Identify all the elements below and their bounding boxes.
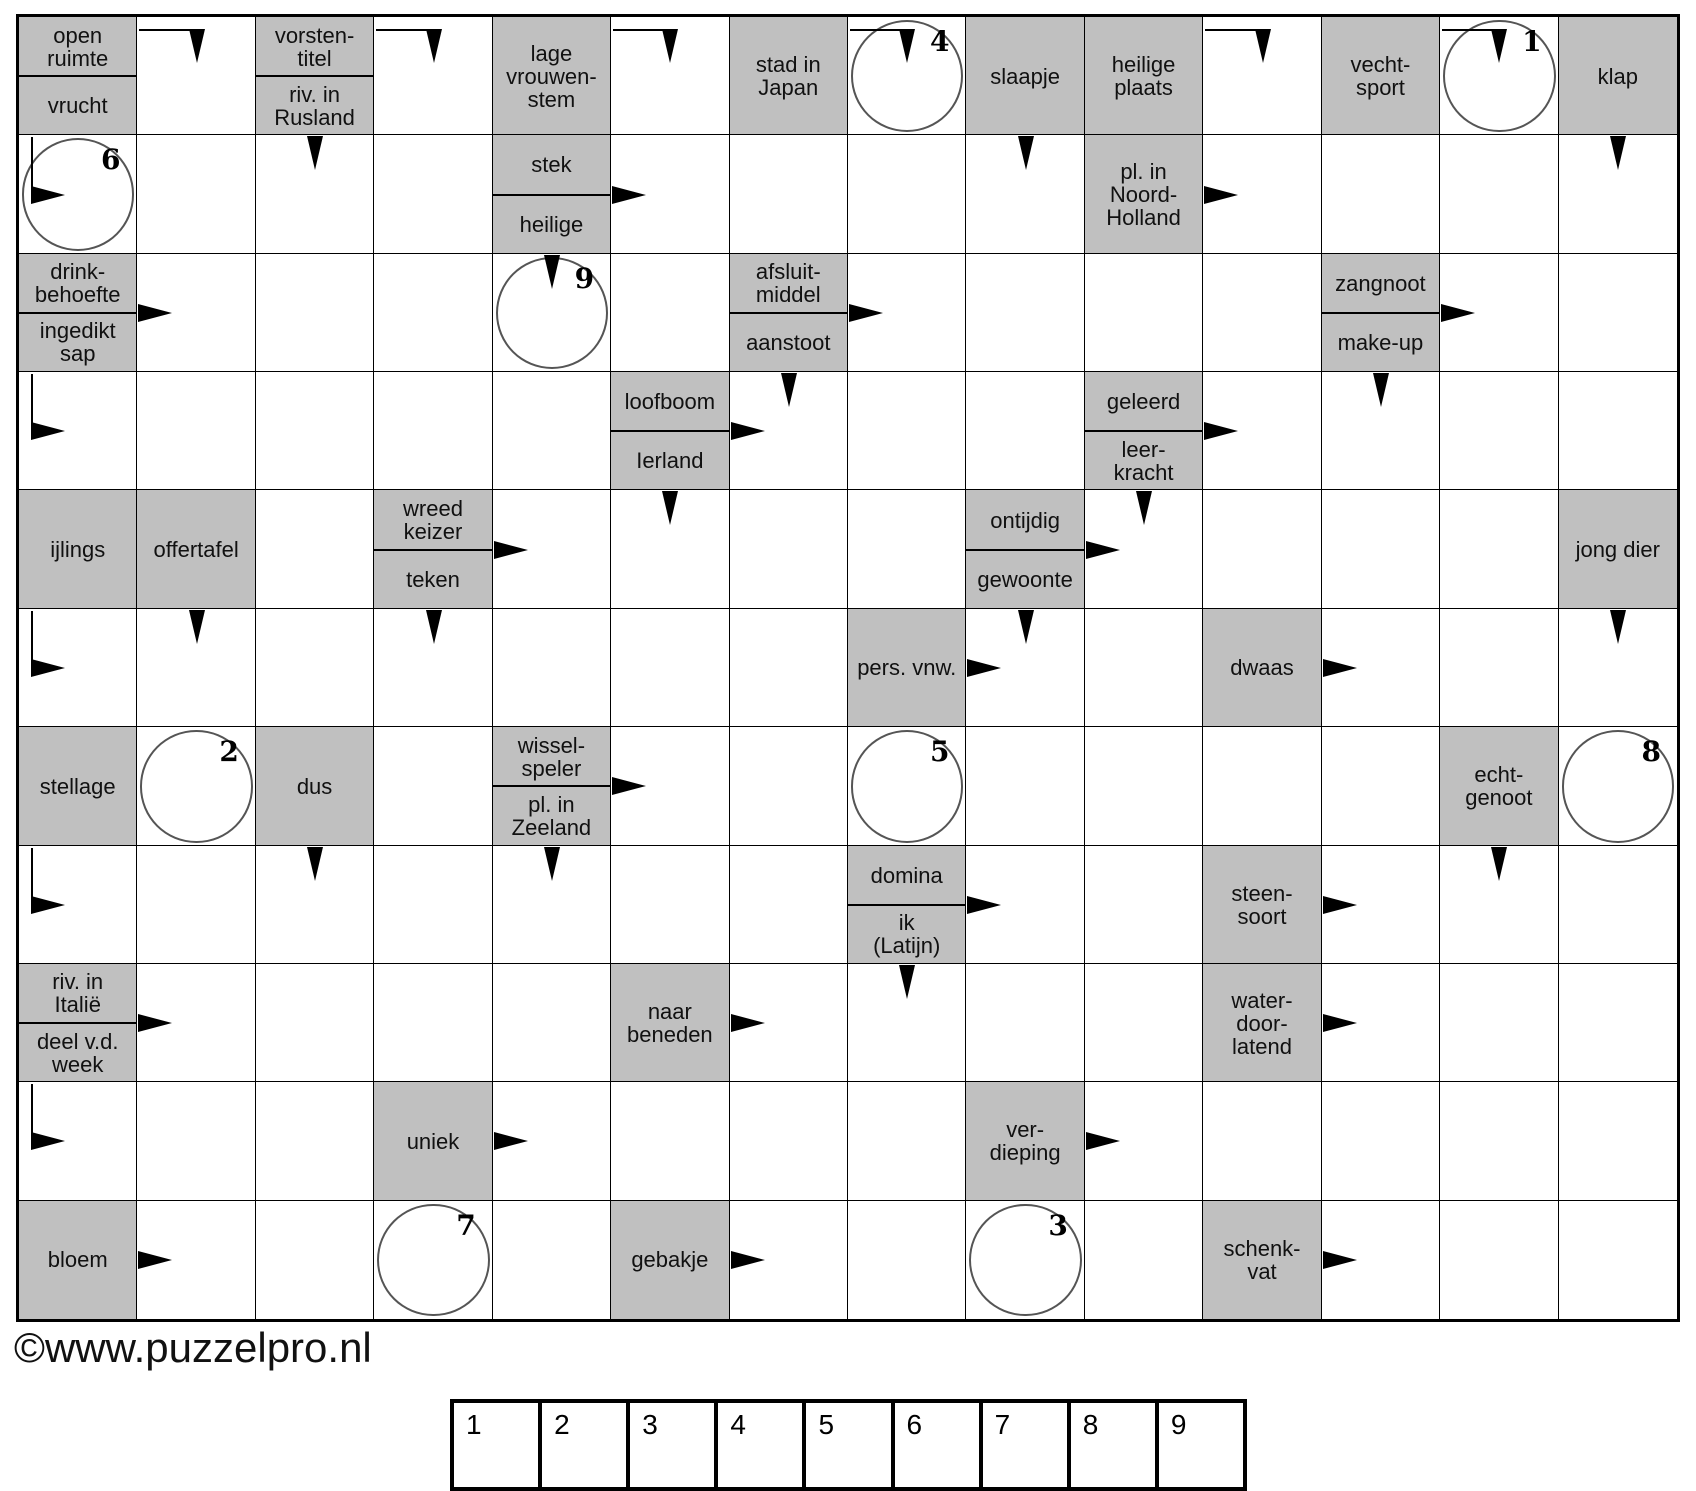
answer-cell[interactable] [1085, 1201, 1203, 1319]
answer-cell[interactable] [1559, 372, 1677, 490]
answer-cell[interactable] [848, 1082, 966, 1200]
clue-cell [1085, 372, 1203, 490]
clue-text: afsluit- middel [755, 259, 821, 308]
clue-text: dus [296, 773, 333, 799]
arrow-down-icon [662, 491, 678, 525]
clue-text: offertafel [153, 537, 239, 563]
answer-cell[interactable] [1085, 609, 1203, 727]
answer-cell[interactable] [1322, 135, 1440, 253]
clue-text: jong dier [1575, 537, 1660, 563]
answer-cell[interactable] [730, 846, 848, 964]
solution-box[interactable] [1071, 1403, 1159, 1487]
answer-cell[interactable] [1085, 727, 1203, 845]
answer-cell[interactable] [1559, 1201, 1677, 1319]
answer-cell[interactable] [1559, 254, 1677, 372]
answer-cell[interactable] [1322, 1082, 1440, 1200]
answer-cell[interactable] [493, 609, 611, 727]
clue-cell [1085, 135, 1203, 253]
clue-text: domina [870, 862, 943, 888]
clue-text: ver- dieping [989, 1117, 1061, 1166]
clue-divider [19, 312, 136, 314]
answer-cell[interactable] [374, 964, 492, 1082]
arrow-right-icon [1323, 1014, 1357, 1032]
answer-cell[interactable] [137, 1082, 255, 1200]
answer-cell[interactable] [1440, 372, 1558, 490]
arrow-down-icon [781, 373, 797, 407]
clue-cell [374, 1082, 492, 1200]
clue-text: pl. in Zeeland [511, 791, 592, 840]
answer-cell[interactable] [374, 727, 492, 845]
clue-text: make-up [1337, 329, 1424, 355]
answer-cell[interactable] [1203, 490, 1321, 608]
solution-box[interactable] [983, 1403, 1071, 1487]
clue-cell [1203, 964, 1321, 1082]
answer-cell[interactable] [611, 254, 729, 372]
clue-divider [966, 549, 1083, 551]
clue-text: ontijdig [990, 507, 1060, 533]
clue-text: stellage [39, 773, 116, 799]
arrow-right-icon [967, 659, 1001, 677]
clue-text: stad in Japan [755, 52, 821, 101]
answer-cell[interactable] [966, 727, 1084, 845]
arrow-down-icon [307, 136, 323, 170]
clue-cell [19, 490, 137, 608]
answer-cell[interactable] [137, 372, 255, 490]
clue-text: bloem [47, 1247, 108, 1273]
solution-number: 8 [1641, 735, 1661, 769]
clue-text: dwaas [1230, 655, 1294, 681]
clue-cell [1203, 609, 1321, 727]
answer-cell[interactable] [137, 846, 255, 964]
arrow-right-icon [731, 1251, 765, 1269]
arrow-right-icon [138, 1251, 172, 1269]
answer-cell[interactable] [374, 846, 492, 964]
clue-text: open ruimte [47, 22, 109, 71]
answer-cell[interactable] [1203, 727, 1321, 845]
clue-cell [19, 1201, 137, 1319]
answer-cell[interactable] [493, 1201, 611, 1319]
arrow-right-icon [1204, 422, 1238, 440]
answer-cell[interactable] [256, 1201, 374, 1319]
clue-text: vecht- sport [1350, 52, 1411, 101]
arrow-right-icon [1323, 1251, 1357, 1269]
answer-cell[interactable] [730, 135, 848, 253]
clue-text: steen- soort [1231, 880, 1293, 929]
arrow-right-icon [1323, 896, 1357, 914]
arrow-right-icon [494, 541, 528, 559]
copyright-text: ©www.puzzelpro.nl [14, 1324, 372, 1371]
clue-text: wissel- speler [517, 732, 586, 781]
clue-cell [493, 135, 611, 253]
clue-text: wreed keizer [403, 496, 463, 545]
arrow-down-icon [1255, 29, 1271, 63]
clue-cell [730, 254, 848, 372]
clue-text: pers. vnw. [857, 655, 957, 681]
clue-cell [19, 964, 137, 1082]
answer-cell[interactable] [256, 372, 374, 490]
clue-cell [1203, 846, 1321, 964]
arrow-right-icon [967, 896, 1001, 914]
clue-text: echt- genoot [1465, 762, 1533, 811]
clue-divider [611, 430, 728, 432]
arrow-down-icon [1136, 491, 1152, 525]
solution-box-number: 8 [1082, 1409, 1099, 1440]
clue-text: riv. in Rusland [274, 81, 355, 130]
solution-box[interactable] [630, 1403, 718, 1487]
clue-text: vrucht [47, 93, 108, 119]
clue-divider [1085, 430, 1202, 432]
clue-text: zangnoot [1335, 270, 1426, 296]
answer-cell[interactable] [1559, 846, 1677, 964]
clue-text: stek [531, 152, 572, 178]
solution-number: 6 [100, 143, 121, 177]
answer-cell[interactable] [1440, 1201, 1558, 1319]
answer-cell[interactable] [848, 135, 966, 253]
arrow-down-icon [1610, 136, 1626, 170]
answer-cell[interactable] [1440, 609, 1558, 727]
arrow-down-icon [1373, 373, 1389, 407]
answer-cell[interactable] [256, 490, 374, 608]
clue-divider [848, 904, 965, 906]
clue-text: Ierland [636, 448, 704, 474]
clue-cell [493, 727, 611, 845]
arrow-right-icon [31, 1132, 65, 1150]
clue-cell [493, 17, 611, 135]
arrow-right-icon [612, 186, 646, 204]
solution-box-number: 6 [906, 1409, 923, 1440]
clue-cell [1559, 490, 1677, 608]
answer-cell[interactable] [848, 490, 966, 608]
clue-divider [19, 75, 136, 77]
solution-box-number: 1 [466, 1409, 482, 1440]
clue-text: riv. in Italië [52, 969, 104, 1018]
arrow-down-icon [899, 965, 915, 999]
solution-box-number: 5 [818, 1409, 835, 1440]
clue-cell [1559, 17, 1677, 135]
arrow-down-icon [1018, 136, 1034, 170]
solution-box-number: 7 [994, 1409, 1011, 1440]
clue-text: gebakje [631, 1247, 709, 1273]
arrow-right-icon [731, 422, 765, 440]
clue-cell [256, 17, 374, 135]
clue-divider [19, 1022, 136, 1024]
clue-cell [1085, 17, 1203, 135]
arrow-down-icon [189, 610, 205, 644]
clue-text: pl. in Noord- Holland [1106, 159, 1181, 231]
answer-cell[interactable] [848, 372, 966, 490]
answer-cell[interactable] [137, 135, 255, 253]
solution-number: 9 [574, 261, 595, 295]
answer-cell[interactable] [1203, 1082, 1321, 1200]
solution-box-number: 4 [730, 1409, 746, 1440]
clue-cell [19, 17, 137, 135]
answer-cell[interactable] [1440, 1082, 1558, 1200]
solution-box[interactable] [806, 1403, 894, 1487]
arrow-right-icon [1441, 304, 1475, 322]
clue-divider [1322, 312, 1439, 314]
answer-cell[interactable] [611, 846, 729, 964]
clue-text: gewoonte [977, 566, 1073, 592]
clue-text: deel v.d. week [36, 1028, 119, 1077]
arrow-down-icon [899, 29, 915, 63]
clue-cell [19, 727, 137, 845]
answer-cell[interactable] [493, 964, 611, 1082]
clue-text: water- door- latend [1231, 987, 1293, 1059]
solution-box-number: 9 [1170, 1409, 1187, 1440]
clue-cell [611, 1201, 729, 1319]
clue-text: ingedikt sap [39, 318, 116, 367]
solution-box-number: 3 [642, 1409, 658, 1440]
answer-cell[interactable] [966, 254, 1084, 372]
crossword-grid [16, 14, 1680, 1322]
solution-box[interactable] [895, 1403, 983, 1487]
answer-cell[interactable] [611, 609, 729, 727]
solution-box[interactable] [454, 1403, 542, 1487]
answer-cell[interactable] [256, 254, 374, 372]
answer-cell[interactable] [137, 727, 255, 845]
answer-cell[interactable] [1085, 964, 1203, 1082]
arrow-down-icon [426, 610, 442, 644]
clue-cell [966, 1082, 1084, 1200]
clue-text: ijlings [50, 537, 106, 563]
clue-text: geleerd [1106, 389, 1181, 415]
arrow-down-icon [426, 29, 442, 63]
arrow-down-icon [189, 29, 205, 63]
clue-divider [730, 312, 847, 314]
solution-row [450, 1399, 1247, 1491]
clue-text: slaapje [990, 63, 1060, 89]
arrow-down-icon [1491, 29, 1507, 63]
answer-cell[interactable] [374, 254, 492, 372]
clue-divider [256, 75, 373, 77]
arrow-down-icon [1610, 610, 1626, 644]
arrow-right-icon [849, 304, 883, 322]
solution-number: 7 [456, 1208, 476, 1242]
clue-text: vorsten- titel [274, 22, 355, 71]
answer-cell[interactable] [374, 1201, 492, 1319]
clue-text: loofboom [624, 389, 716, 415]
clue-text: schenk- vat [1223, 1235, 1301, 1284]
solution-number: 4 [929, 25, 950, 58]
clue-cell [611, 964, 729, 1082]
arrow-right-icon [731, 1014, 765, 1032]
solution-number: 1 [1522, 25, 1542, 58]
clue-text: naar beneden [627, 999, 713, 1048]
arrow-down-icon [544, 847, 560, 881]
answer-cell[interactable] [1559, 1082, 1677, 1200]
arrow-right-icon [31, 659, 65, 677]
arrow-down-icon [662, 29, 678, 63]
clue-cell [1203, 1201, 1321, 1319]
clue-divider [374, 549, 491, 551]
arrow-right-icon [31, 186, 65, 204]
answer-cell[interactable] [493, 372, 611, 490]
clue-text: ik (Latijn) [873, 910, 941, 959]
arrow-down-icon [544, 255, 560, 289]
solution-box[interactable] [718, 1403, 806, 1487]
arrow-down-icon [307, 847, 323, 881]
arrow-right-icon [31, 896, 65, 914]
clue-divider [493, 194, 610, 196]
answer-cell[interactable] [1085, 254, 1203, 372]
clue-text: heilige [519, 211, 584, 237]
answer-cell[interactable] [1559, 964, 1677, 1082]
clue-cell [966, 490, 1084, 608]
solution-box[interactable] [542, 1403, 630, 1487]
clue-cell [137, 490, 255, 608]
arrow-right-icon [1323, 659, 1357, 677]
arrow-right-icon [1204, 186, 1238, 204]
arrow-right-icon [494, 1132, 528, 1150]
answer-cell[interactable] [1322, 727, 1440, 845]
answer-cell[interactable] [730, 727, 848, 845]
clue-text: teken [406, 566, 460, 592]
answer-cell[interactable] [966, 964, 1084, 1082]
arrow-down-icon [1491, 847, 1507, 881]
answer-cell[interactable] [1440, 490, 1558, 608]
clue-cell [19, 254, 137, 372]
arrow-right-icon [612, 777, 646, 795]
answer-cell[interactable] [611, 1082, 729, 1200]
answer-cell[interactable] [1440, 135, 1558, 253]
answer-cell[interactable] [1203, 254, 1321, 372]
answer-cell[interactable] [730, 609, 848, 727]
arrow-right-icon [138, 1014, 172, 1032]
answer-cell[interactable] [1322, 490, 1440, 608]
clue-text: lage vrouwen- stem [506, 40, 597, 112]
solution-number: 2 [219, 735, 239, 769]
clue-cell [848, 609, 966, 727]
arrow-down-icon [1018, 610, 1034, 644]
answer-cell[interactable] [730, 1082, 848, 1200]
solution-number: 3 [1048, 1208, 1068, 1242]
clue-cell [1322, 17, 1440, 135]
clue-text: uniek [406, 1128, 460, 1154]
clue-cell [1322, 254, 1440, 372]
answer-cell[interactable] [256, 609, 374, 727]
answer-cell[interactable] [730, 490, 848, 608]
solution-box[interactable] [1159, 1403, 1243, 1487]
clue-divider [493, 785, 610, 787]
clue-text: heilige plaats [1111, 52, 1176, 101]
solution-box-number: 2 [554, 1409, 570, 1440]
clue-cell [730, 17, 848, 135]
arrow-right-icon [1086, 541, 1120, 559]
answer-cell[interactable] [1440, 964, 1558, 1082]
clue-text: drink- behoefte [34, 259, 121, 308]
arrow-right-icon [138, 304, 172, 322]
answer-cell[interactable] [1559, 727, 1677, 845]
answer-cell[interactable] [256, 1082, 374, 1200]
clue-cell [1440, 727, 1558, 845]
clue-text: klap [1597, 63, 1638, 89]
answer-cell[interactable] [848, 1201, 966, 1319]
answer-cell[interactable] [256, 964, 374, 1082]
clue-cell [611, 372, 729, 490]
clue-text: aanstoot [746, 329, 831, 355]
arrow-right-icon [1086, 1132, 1120, 1150]
answer-cell[interactable] [848, 727, 966, 845]
clue-cell [374, 490, 492, 608]
answer-cell[interactable] [374, 135, 492, 253]
answer-cell[interactable] [966, 372, 1084, 490]
answer-cell[interactable] [1085, 846, 1203, 964]
clue-text: leer- kracht [1113, 436, 1174, 485]
arrow-right-icon [31, 422, 65, 440]
answer-cell[interactable] [374, 372, 492, 490]
clue-cell [848, 846, 966, 964]
answer-cell[interactable] [966, 1201, 1084, 1319]
clue-cell [966, 17, 1084, 135]
clue-cell [256, 727, 374, 845]
solution-number: 5 [929, 735, 950, 769]
